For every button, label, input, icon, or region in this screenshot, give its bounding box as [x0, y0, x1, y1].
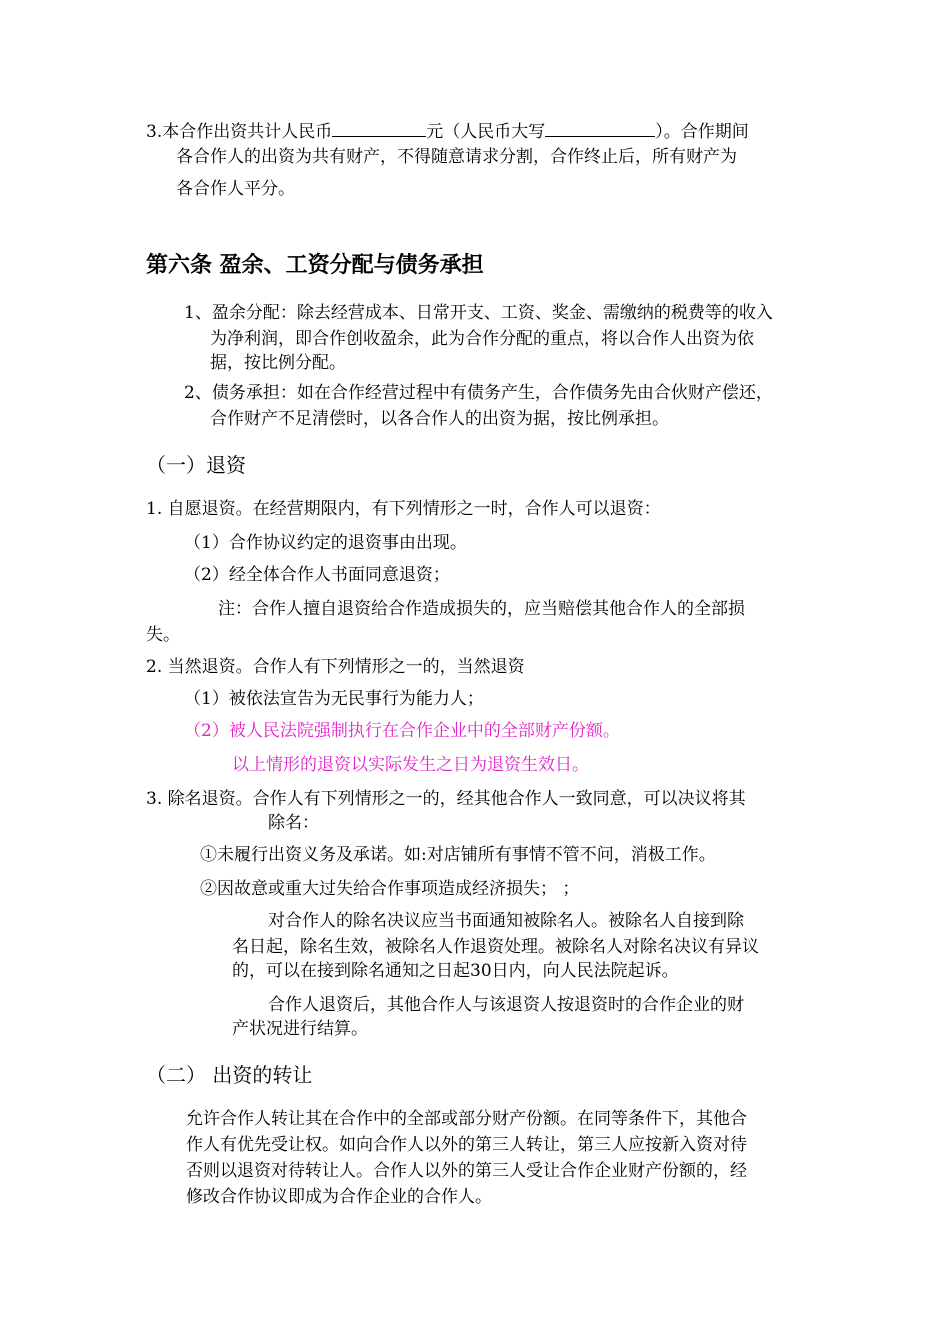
- settlement-line2: 产状况进行结算。: [232, 1019, 368, 1039]
- expulsion-sub1: ①未履行出资义务及承诺。如:对店铺所有事情不管不问，消极工作。: [200, 845, 716, 865]
- expulsion-sub2: ②因故意或重大过失给合作事项造成经济损失； ；: [200, 879, 580, 899]
- voluntary-sub2: （2）经全体合作人书面同意退资；: [184, 565, 450, 585]
- voluntary-withdrawal: 1. 自愿退资。在经营期限内，有下列情形之一时，合作人可以退资：: [146, 499, 661, 519]
- note-line1: 注：合作人擅自退资给合作造成损失的，应当赔偿其他合作人的全部损: [218, 599, 745, 619]
- automatic-effective-date: 以上情形的退资以实际发生之日为退资生效日。: [232, 755, 589, 775]
- note-line2: 失。: [146, 625, 180, 645]
- profit-line1: 1、盈余分配：除去经营成本、日常开支、工资、奖金、需缴纳的税费等的收入: [184, 303, 773, 323]
- expulsion-notice-line2: 名日起，除名生效，被除名人作退资处理。被除名人对除名决议有异议: [232, 937, 759, 957]
- profit-line2: 为净利润，即合作创收盈余，此为合作分配的重点，将以合作人出资为依: [210, 329, 754, 349]
- clause3-text-b: 元（人民币大写: [426, 122, 546, 142]
- clause3-line2: 各合作人的出资为共有财产，不得随意请求分割，合作终止后，所有财产为: [176, 147, 737, 167]
- transfer-line3: 否则以退资对待转让人。合作人以外的第三人受让合作企业财产份额的，经: [186, 1161, 747, 1181]
- article6-title: 第六条 盈余、工资分配与债务承担: [146, 253, 484, 278]
- automatic-sub2: （2）被人民法院强制执行在合作企业中的全部财产份额。: [184, 721, 620, 741]
- transfer-line4: 修改合作协议即成为合作企业的合作人。: [186, 1187, 492, 1207]
- amount-words-blank[interactable]: [545, 120, 655, 137]
- expulsion-notice-line3: 的，可以在接到除名通知之日起30日内，向人民法院起诉。: [232, 961, 679, 981]
- debt-line1: 2、债务承担：如在合作经营过程中有债务产生，合作债务先由合伙财产偿还，: [184, 383, 773, 403]
- voluntary-sub1: （1）合作协议约定的退资事由出现。: [184, 533, 467, 553]
- clause3-line1: [146, 120, 749, 143]
- clause3-line3: 各合作人平分。: [176, 179, 295, 199]
- automatic-withdrawal: 2. 当然退资。合作人有下列情形之一的，当然退资: [146, 657, 525, 677]
- expulsion-notice-line1: 对合作人的除名决议应当书面通知被除名人。被除名人自接到除: [268, 911, 744, 931]
- clause3-text-c: ）。合作期间: [655, 122, 749, 142]
- transfer-heading: （二） 出资的转让: [146, 1063, 313, 1087]
- transfer-line2: 作人有优先受让权。如向合作人以外的第三人转让，第三人应按新入资对待: [186, 1135, 747, 1155]
- debt-line2: 合作财产不足清偿时，以各合作人的出资为据，按比例承担。: [210, 409, 669, 429]
- profit-line3: 据，按比例分配。: [210, 353, 346, 373]
- expulsion-line2: 除名：: [268, 813, 319, 833]
- withdrawal-heading: （一）退资: [146, 453, 246, 477]
- clause3-text-a: 3.本合作出资共计人民币: [146, 122, 333, 142]
- automatic-sub1: （1）被依法宣告为无民事行为能力人；: [184, 689, 484, 709]
- expulsion-line1: 3. 除名退资。合作人有下列情形之一的，经其他合作人一致同意，可以决议将其: [146, 789, 746, 809]
- transfer-line1: 允许合作人转让其在合作中的全部或部分财产份额。在同等条件下，其他合: [186, 1109, 747, 1129]
- amount-blank[interactable]: [332, 120, 426, 137]
- settlement-line1: 合作人退资后，其他合作人与该退资人按退资时的合作企业的财: [268, 995, 744, 1015]
